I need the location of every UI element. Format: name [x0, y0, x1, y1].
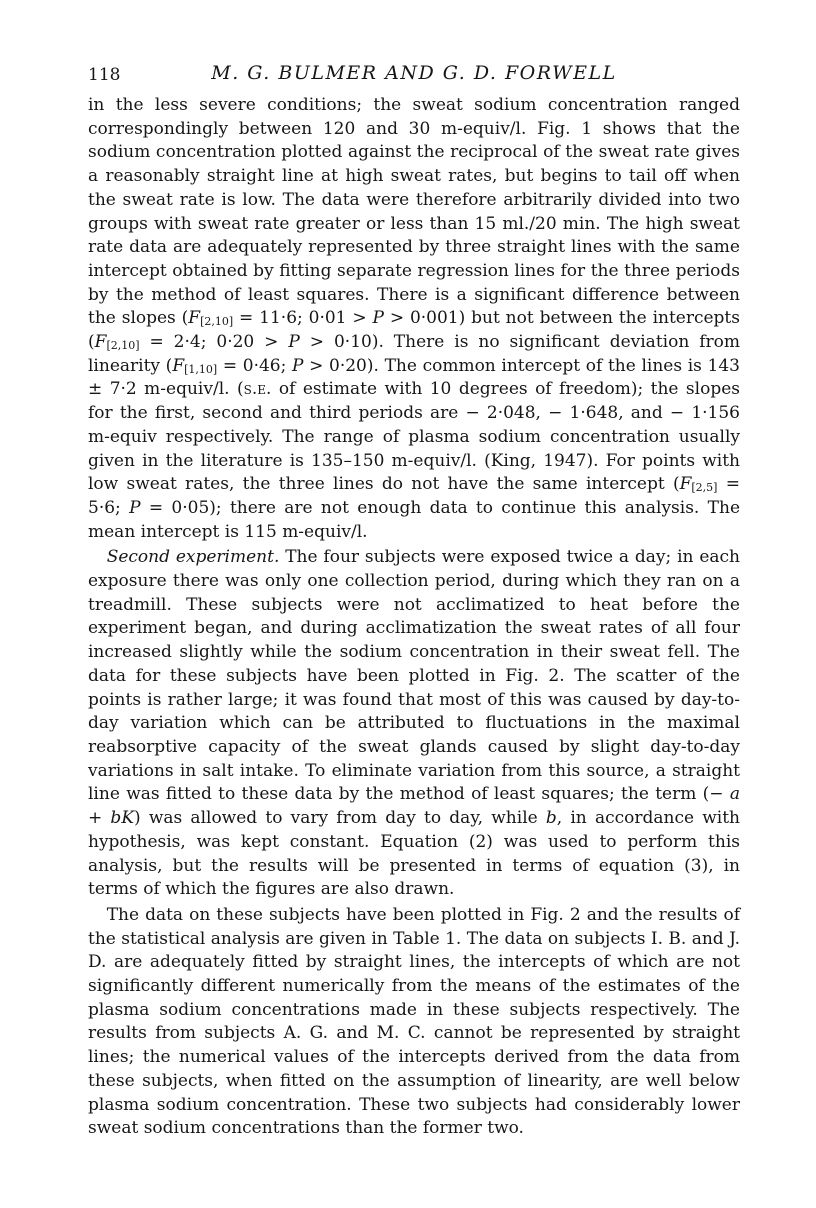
- running-head-authors: M. G. BULMER AND G. D. FORWELL: [211, 62, 617, 84]
- journal-page: [88, 62, 740, 1141]
- paragraph-second-experiment: Second experiment. The four subjects were exposed twice a day; in each exposure there was only one collection period, during which they ran on a treadmill. These subjects were not acclimatized to heat before the experiment began, and during acclimatization the sweat rates of all four increased slightly while the sodium concentration in their sweat fell. The data for these subjects have been plotted in Fig. 2. The scatter of the points is rather large; it was found that most of this was caused by day-to-day variation which can be attributed to fluctuations in the maximal reabsorptive capacity of the sweat glands caused by slight day-to-day variations in salt intake. To eliminate variation from this source, a straight line was fitted to these data by the method of least squares; the term (− a + bK) was allowed to vary from day to day, while b, in accordance with hypothesis, was kept constant. Equation (2) was used to perform this analysis, but the results will be presented in terms of equation (3), in terms of which the figures are also drawn.: [88, 547, 740, 900]
- section-heading-second-experiment: Second experiment.: [106, 547, 280, 568]
- paragraph-first-experiment-results: in the less severe conditions; the sweat sodium concentration ranged correspondingly between 120 and 30 m-equiv/l. Fig. 1 shows that the sodium concentration plotted against the reciprocal of the sweat rate gives a reasonably straight line at high sweat rates, but begins to tail off when the sweat rate is low. The data were therefore arbitrarily divided into two groups with sweat rate greater or less than 15 ml./20 min. The high sweat rate data are adequately represented by three straight lines with the same intercept obtained by fitting separate regression lines for the three periods by the method of least squares. There is a significant difference between the slopes ($F_{[2,10]} = 11\cdot 6$; 0·01 > P > 0·001) but not between the intercepts ($F_{[2,10]} = 2\cdot 4$; 0·20 > P > 0·10). There is no significant deviation from linearity ($F_{[1,10]} = 0\cdot 46$; P > 0·20). The common intercept of the lines is 143 ± 7·2 m-equiv/l. (s.e. of estimate with 10 degrees of freedom); the slopes for the first, second and third periods are − 2·048, − 1·648, and − 1·156 m-equiv respectively. The range of plasma sodium concentration usually given in the literature is 135–150 m-equiv/l. (King, 1947). For points with low sweat rates, the three lines do not have the same intercept ($F_{[2,5]} = 5\cdot 6$; P = 0·05); there are not enough data to continue this analysis. The mean intercept is 115 m-equiv/l.: [88, 95, 741, 542]
- page-header: [88, 62, 740, 94]
- paragraph-statistical-analysis: The data on these subjects have been plotted in Fig. 2 and the results of the statistical analysis are given in Table 1. The data on subjects I. B. and J. D. are adequately fitted by straight lines, the intercepts of which are not significantly different numerically from the means of the estimates of the plasma sodium concentrations made in these subjects respectively. The results from subjects A. G. and M. C. cannot be represented by straight lines; the numerical values of the intercepts derived from the data from these subjects, when fitted on the assumption of linearity, are well below plasma sodium concentration. These two subjects had considerably lower sweat sodium concentrations than the former two.: [88, 904, 740, 1139]
- page-number: 118: [88, 65, 121, 85]
